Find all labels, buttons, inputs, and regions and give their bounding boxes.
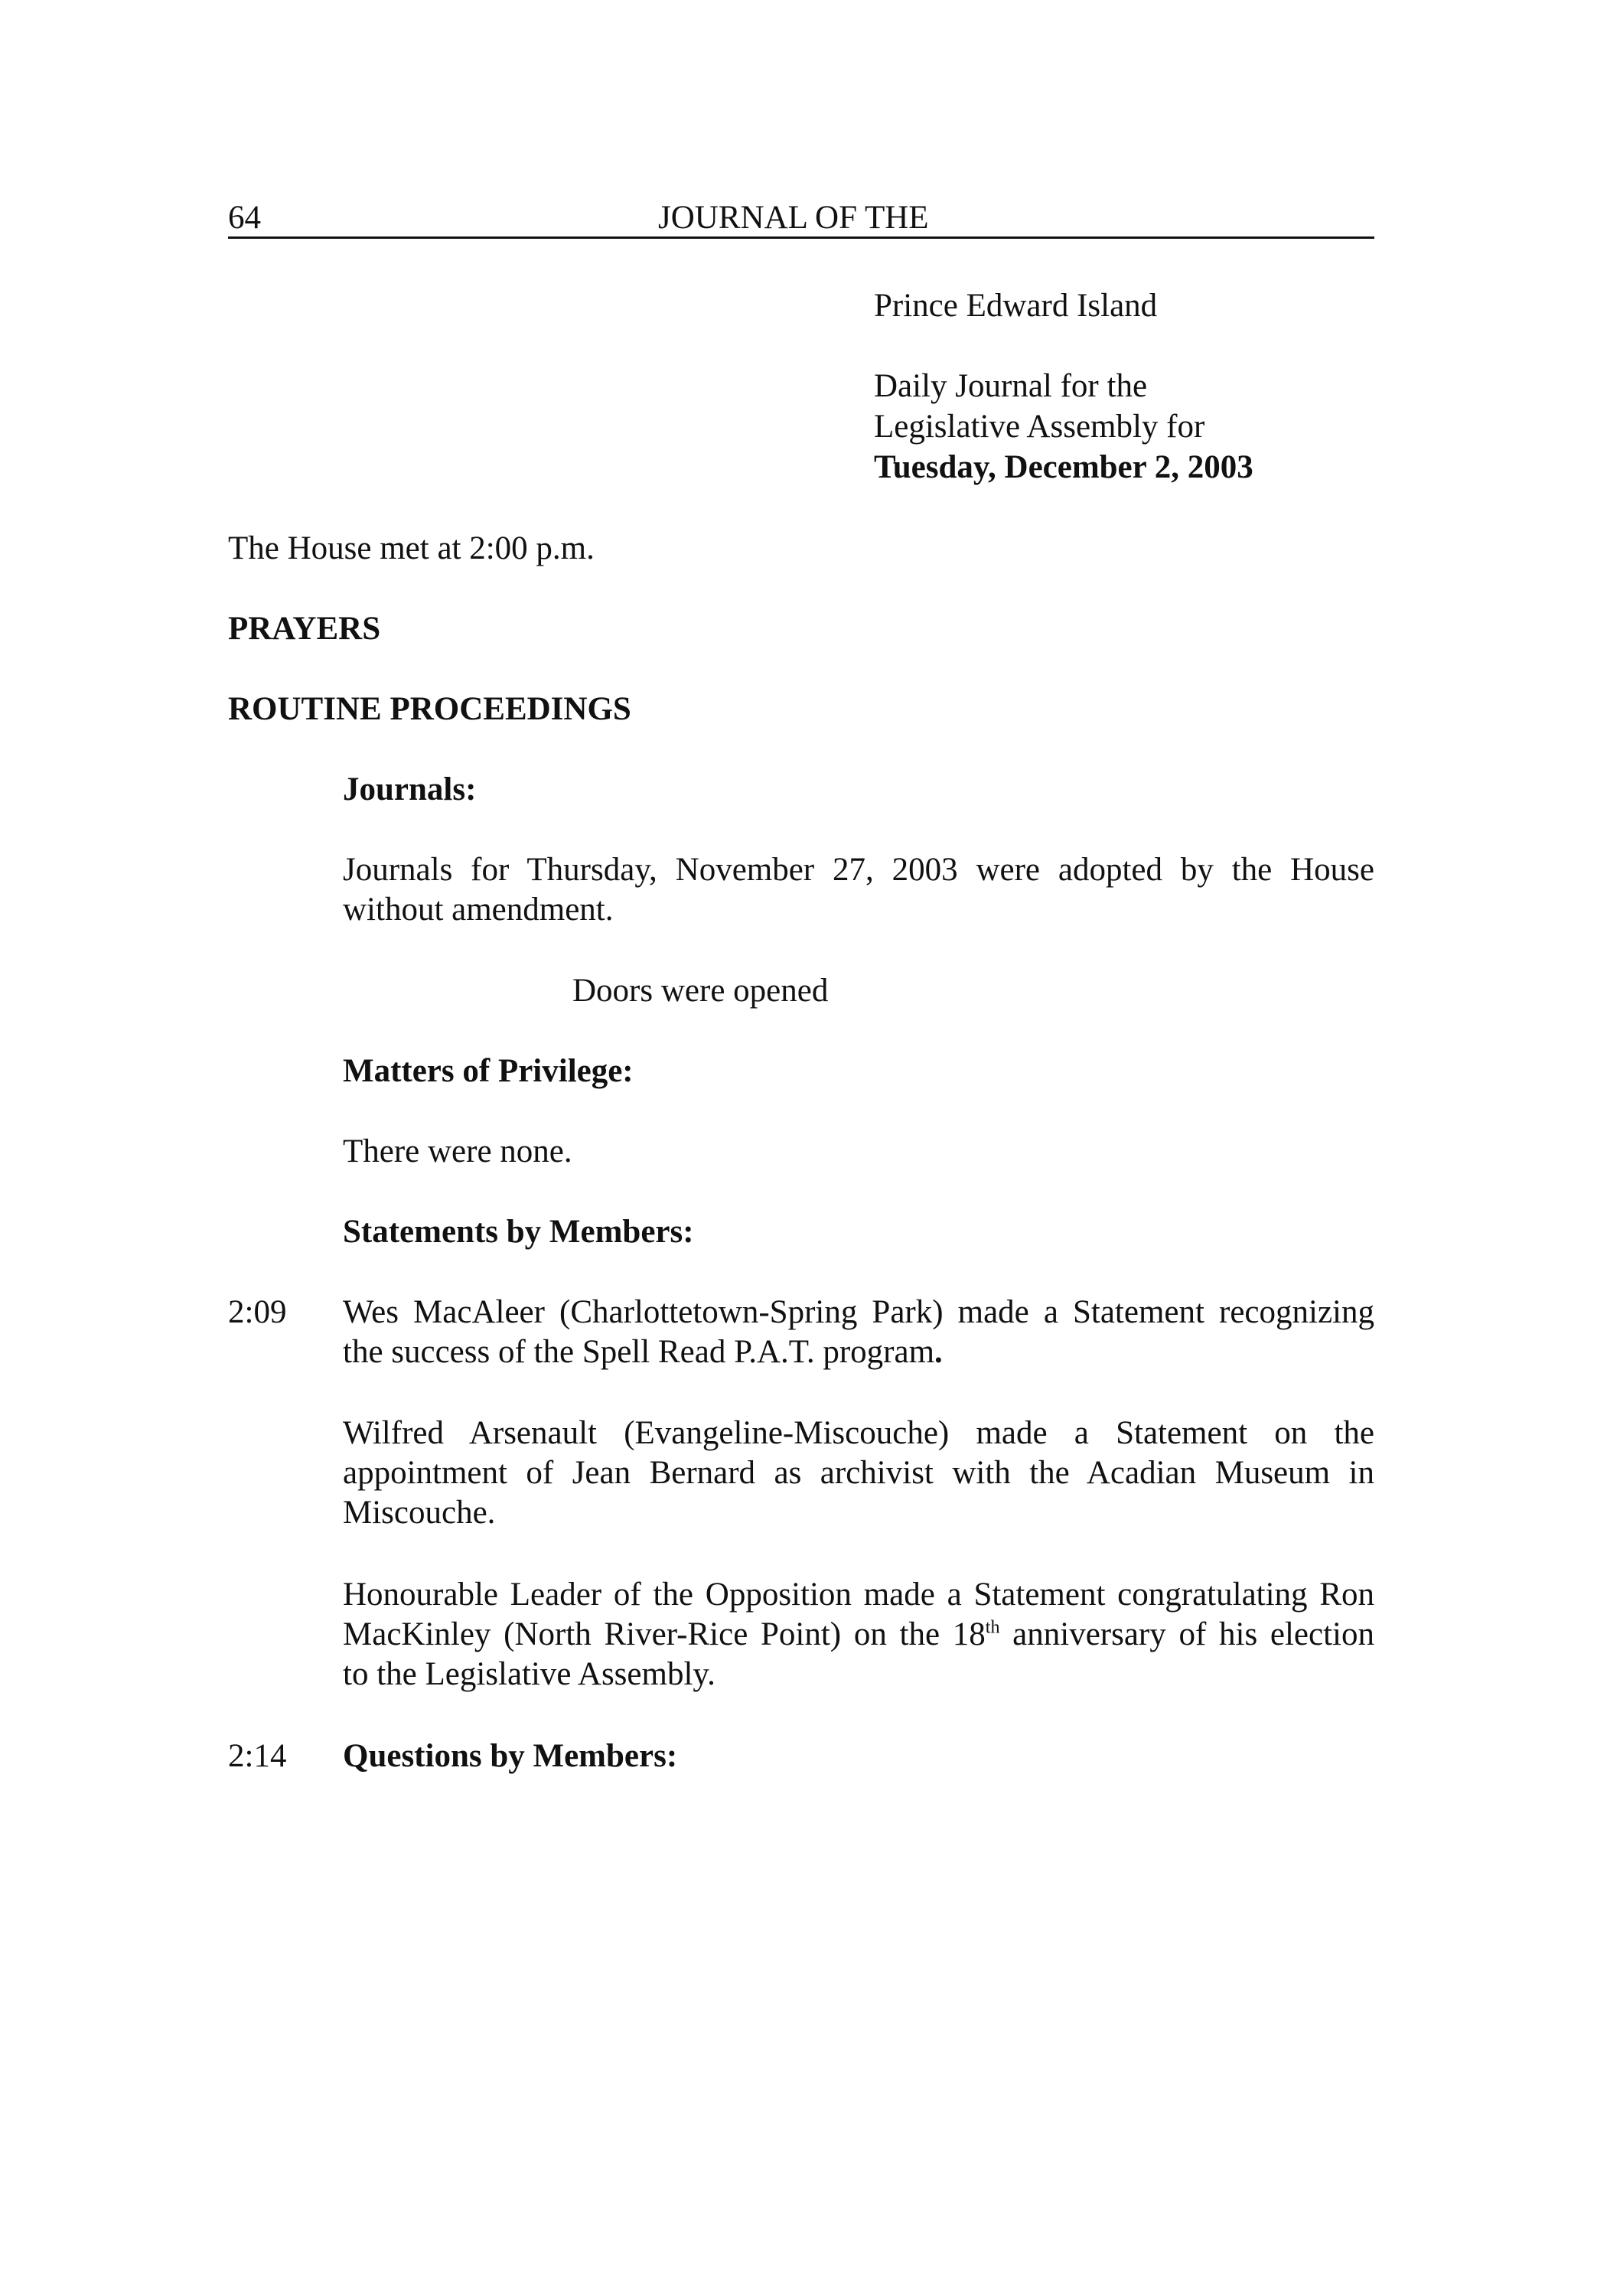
journals-paragraph [343, 850, 1374, 930]
statement-paragraph-3 [343, 1575, 1374, 1694]
statement-2-line-2: appointment of Jean Bernard as archivist with the Acadian Museum in [343, 1455, 1374, 1491]
journals-heading: Journals: [343, 771, 477, 807]
doors-opened-note: Doors were opened [572, 973, 829, 1009]
statement-3-line-1: Honourable Leader of the Opposition made a Statement congratulating Ron [343, 1577, 1374, 1613]
running-title: JOURNAL OF THE [658, 200, 929, 236]
statement-paragraph-1 [343, 1293, 1374, 1372]
statement-1-line-1: Wes MacAleer (Charlottetown-Spring Park) made a Statement recognizing [343, 1294, 1374, 1330]
statement-3-line-2: MacKinley (North River-Rice Point) on the 18th anniversary of his election [343, 1616, 1374, 1652]
routine-proceedings-heading: ROUTINE PROCEEDINGS [228, 691, 631, 727]
matters-of-privilege-text: There were none. [343, 1133, 572, 1169]
statement-3-line-3: to the Legislative Assembly. [343, 1656, 715, 1692]
questions-by-members-heading: Questions by Members: [343, 1738, 678, 1774]
statement-paragraph-2 [343, 1414, 1374, 1533]
header-rule [228, 236, 1374, 239]
questions-time: 2:14 [228, 1738, 287, 1774]
prayers-heading: PRAYERS [228, 611, 381, 647]
statement-1-line-2: the success of the Spell Read P.A.T. program. [343, 1334, 943, 1370]
matters-of-privilege-heading: Matters of Privilege: [343, 1053, 634, 1089]
statements-by-members-heading: Statements by Members: [343, 1214, 694, 1250]
house-met-line: The House met at 2:00 p.m. [228, 530, 595, 566]
statement-2-line-1: Wilfred Arsenault (Evangeline-Miscouche) made a Statement on the [343, 1415, 1374, 1451]
place-name: Prince Edward Island [874, 288, 1158, 324]
journal-title-line-1: Daily Journal for the [874, 368, 1148, 404]
journals-paragraph-line-1: Journals for Thursday, November 27, 2003 were adopted by the House [343, 852, 1374, 888]
statement-time: 2:09 [228, 1294, 287, 1330]
statement-2-line-3: Miscouche. [343, 1495, 496, 1531]
page-number: 64 [228, 200, 261, 236]
journal-title-line-2: Legislative Assembly for [874, 409, 1205, 445]
journal-date: Tuesday, December 2, 2003 [874, 449, 1253, 485]
journals-paragraph-line-2: without amendment. [343, 892, 614, 928]
